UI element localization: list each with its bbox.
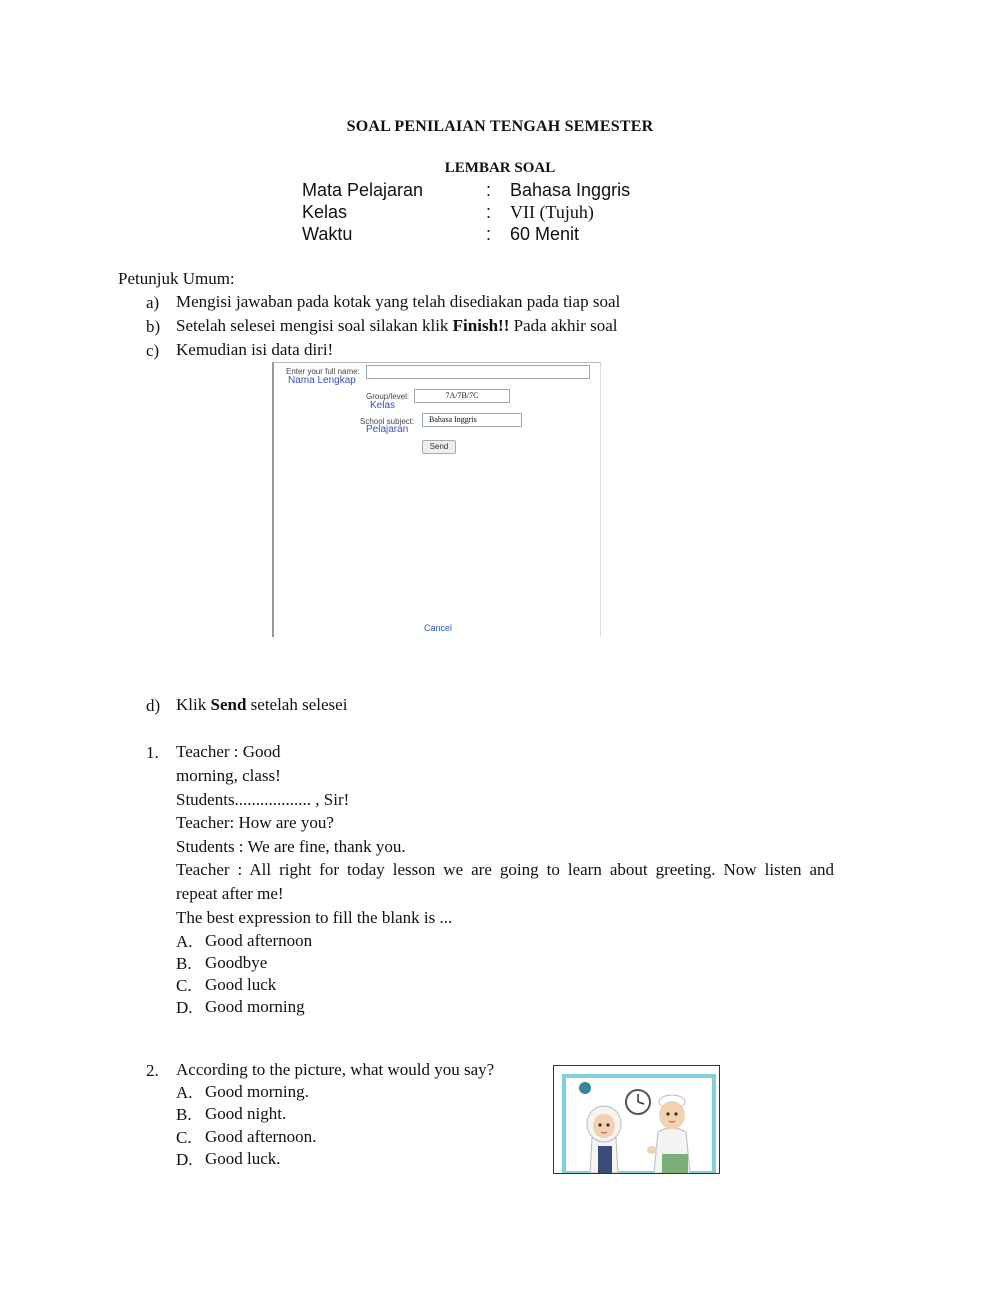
instruction-text: setelah selesei — [246, 695, 348, 714]
students-greeting-illustration — [554, 1066, 719, 1173]
option-letter: B. — [176, 954, 192, 973]
question-line: Students : We are fine, thank you. — [176, 837, 406, 856]
question-line: Teacher : Good — [176, 742, 281, 761]
question-line: repeat after me! — [176, 884, 284, 903]
instruction-marker: b) — [146, 317, 161, 336]
option-letter: D. — [176, 1150, 193, 1169]
subject-field: Bahasa Inggris — [422, 413, 522, 427]
option-text: Goodbye — [205, 953, 268, 972]
meta-label-time: Waktu — [302, 224, 353, 244]
subject-hint: Pelajaran — [366, 424, 409, 435]
instruction-marker: a) — [146, 293, 160, 312]
group-hint: Kelas — [370, 400, 396, 411]
meta-value-subject: Bahasa Inggris — [510, 180, 631, 200]
cancel-link: Cancel — [424, 623, 453, 633]
meta-label-class: Kelas — [302, 202, 348, 222]
question-line: The best expression to fill the blank is ... — [176, 908, 453, 927]
question-number: 2. — [146, 1061, 159, 1080]
question-line: Students.................. , Sir! — [176, 790, 350, 809]
meta-label-subject: Mata Pelajaran — [302, 180, 424, 200]
instruction-text: Setelah selesei mengisi soal silakan klik — [176, 316, 453, 335]
option-letter: C. — [176, 976, 192, 995]
question-number: 1. — [146, 743, 159, 762]
question-line: morning, class! — [176, 766, 281, 785]
instruction-marker: c) — [146, 341, 160, 360]
fullname-label: Enter your full name: — [286, 367, 360, 376]
option-text: Good morning. — [205, 1082, 309, 1101]
instruction-text: Pada akhir soal — [509, 316, 618, 335]
subject-label: School subject: — [360, 417, 415, 426]
question-line: Teacher: How are you? — [176, 813, 334, 832]
clock-icon — [626, 1090, 650, 1114]
instruction-item — [176, 696, 347, 715]
option-text: Good afternoon — [205, 931, 313, 950]
group-label: Group/level: — [366, 392, 410, 401]
fullname-field — [366, 365, 590, 379]
send-button: Send — [422, 440, 456, 454]
instruction-bold: Finish!! — [452, 316, 510, 335]
option-letter: D. — [176, 998, 193, 1017]
group-field: 7A/7B/7C — [414, 389, 510, 403]
option-text: Good night. — [205, 1104, 287, 1123]
girl-student-figure — [587, 1106, 621, 1173]
meta-value-class: VII (Tujuh) — [510, 202, 594, 222]
meta-colon: : — [486, 180, 492, 200]
instruction-item: Mengisi jawaban pada kotak yang telah disediakan pada tiap soal — [176, 292, 621, 311]
instruction-item — [176, 317, 617, 336]
option-letter: B. — [176, 1105, 192, 1124]
instruction-item: Kemudian isi data diri! — [176, 340, 334, 359]
form-screenshot — [272, 362, 601, 637]
instruction-marker: d) — [146, 696, 161, 715]
option-letter: C. — [176, 1128, 192, 1147]
question-line: Teacher : All right for today lesson we are going to learn about greeting. Now listen and — [176, 860, 834, 879]
option-text: Good luck — [205, 975, 277, 994]
option-text: Good morning — [205, 997, 305, 1016]
option-letter: A. — [176, 1083, 193, 1102]
page-title: SOAL PENILAIAN TENGAH SEMESTER — [346, 118, 654, 135]
meta-value-time: 60 Menit — [510, 224, 580, 244]
meta-colon: : — [486, 202, 492, 222]
page-subtitle: LEMBAR SOAL — [444, 160, 556, 176]
instruction-text: Klik — [176, 695, 211, 714]
option-text: Good luck. — [205, 1149, 281, 1168]
option-letter: A. — [176, 932, 193, 951]
wall-dot-icon — [579, 1082, 591, 1094]
fullname-hint: Nama Lengkap — [288, 375, 356, 386]
greeting-picture — [553, 1065, 720, 1174]
question-prompt: According to the picture, what would you say? — [176, 1060, 495, 1079]
instruction-bold: Send — [210, 695, 247, 714]
instructions-heading: Petunjuk Umum: — [118, 269, 235, 288]
option-text: Good afternoon. — [205, 1127, 317, 1146]
meta-colon: : — [486, 224, 492, 244]
